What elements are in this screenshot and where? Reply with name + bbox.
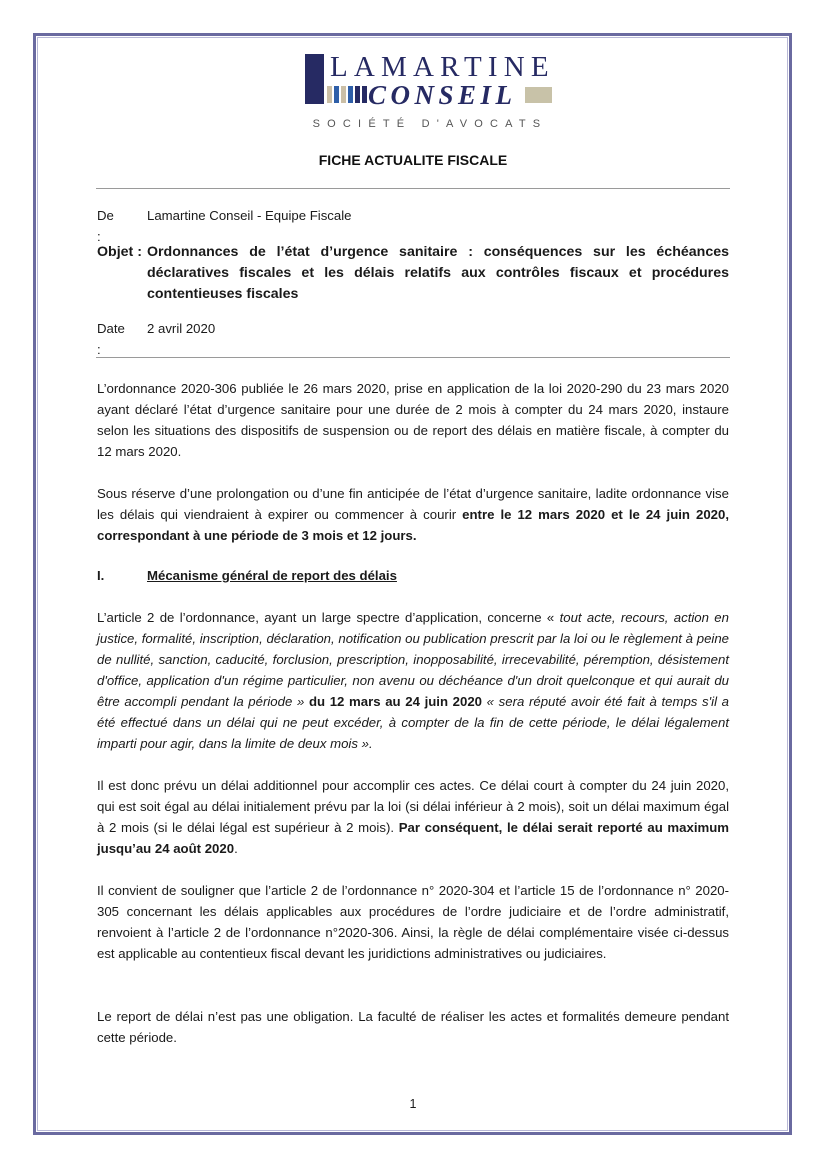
- paragraph-5-text: Il convient de souligner que l’article 2 de l’ordonnance n° 2020-304 et l’article 15 de l’ordonnance n° 2020-305 concernant les délais applicables aux procédures de l’ordre judiciaire et de l’ordre administratif, renvoient à l’article 2 de l’ordonnance n°2020-306. Ainsi, la règle de délai complémentaire visée ci-dessus est applicable au contentieux fiscal devant les juridictions administratives ou judiciaires.: [97, 883, 729, 961]
- section-number: I.: [97, 568, 105, 583]
- paragraph-6-text: Le report de délai n’est pas une obligation. La faculté de réaliser les actes et formalités demeure pendant cette période.: [97, 1009, 729, 1045]
- company-logo: [305, 52, 555, 142]
- logo-line2: CONSEIL: [368, 80, 517, 110]
- from-value: Lamartine Conseil - Equipe Fiscale: [147, 208, 352, 223]
- logo-stripes: [327, 86, 367, 103]
- paragraph-4-end: .: [234, 841, 238, 856]
- logo-bar: [305, 54, 324, 104]
- logo-line1: LAMARTINE: [330, 51, 555, 83]
- paragraph-3-quote-1: tout acte, recours, action en justice, formalité, inscription, déclaration, notification ou publication prescrit par la loi ou le règlement à peine de nullité, sanction, caducité, forclusion, prescription, inopposabilité, irrecevabilité, péremption, désistement d'office, application d'un régime particulier, non avenu ou déchéance d'un droit quelconque et qui aurait du être accompli pendant la période »: [97, 610, 729, 709]
- logo-beige-block: [525, 87, 552, 103]
- section-title: Mécanisme général de report des délais: [147, 568, 397, 583]
- date-value: 2 avril 2020: [147, 321, 216, 336]
- paragraph-4-bold: Par conséquent, le délai serait reporté au maximum jusqu’au 24 août 2020: [97, 820, 729, 856]
- subject-row: [97, 242, 729, 305]
- paragraph-5: [97, 880, 729, 964]
- date-label: Date :: [97, 321, 125, 357]
- document-title: FICHE ACTUALITE FISCALE: [318, 152, 508, 168]
- subject-value: Ordonnances de l’état d’urgence sanitaire : conséquences sur les échéances déclaratives fiscales et les délais relatifs aux contrôles fiscaux et procédures contentieuses fiscales: [147, 244, 729, 302]
- paragraph-2-bold: entre le 12 mars 2020 et le 24 juin 2020, correspondant à une période de 3 mois et 12 jours.: [97, 507, 729, 543]
- paragraph-3: [97, 607, 729, 754]
- paragraph-4-text: Il est donc prévu un délai additionnel pour accomplir ces actes. Ce délai court à compter du 24 juin 2020, qui est soit égal au délai initialement prévu par la loi (si délai inférieur à 2 mois), soit un délai maximum égal à 2 mois (si le délai légal est supérieur à 2 mois).: [97, 778, 729, 835]
- paragraph-2-text: Sous réserve d’une prolongation ou d’une fin anticipée de l’état d’urgence sanitaire, ladite ordonnance vise les délais qui viendraient à expirer ou commencer à courir: [97, 486, 729, 522]
- paragraph-3-quote-2: « sera réputé avoir été fait à temps s'il a été effectué dans un délai qui ne peut excéder, à compter de la fin de cette période, le délai légalement imparti pour agir, dans la limite de deux mois ».: [97, 694, 729, 751]
- paragraph-3-text: L’article 2 de l’ordonnance, ayant un large spectre d’application, concerne «: [97, 610, 560, 625]
- paragraph-3-bold: du 12 mars au 24 juin 2020: [304, 694, 483, 709]
- logo-subtitle: SOCIÉTÉ D'AVOCATS: [312, 118, 548, 130]
- paragraph-1-text: L’ordonnance 2020-306 publiée le 26 mars 2020, prise en application de la loi 2020-290 du 23 mars 2020 ayant déclaré l’état d’urgence sanitaire pour une durée de 2 mois à compter du 24 mars 2020, instaure selon les situations des dispositifs de suspension ou de report des délais en matière fiscale, à compter du 12 mars 2020.: [97, 381, 729, 459]
- subject-label: Objet :: [97, 244, 142, 260]
- divider-top: [96, 188, 730, 189]
- paragraph-2: [97, 483, 729, 546]
- divider-bottom: [96, 357, 730, 358]
- from-label: De :: [97, 208, 114, 244]
- page-number: 1: [409, 1097, 417, 1111]
- paragraph-6: [97, 1006, 729, 1048]
- paragraph-1: [97, 378, 729, 462]
- paragraph-4: [97, 775, 729, 859]
